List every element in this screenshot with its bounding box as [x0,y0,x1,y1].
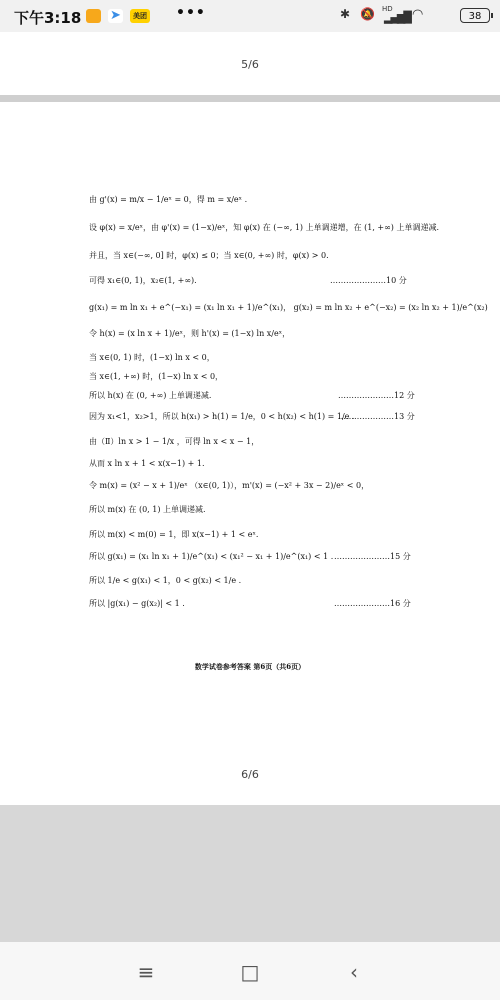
signal-icon: ▂▄▆█ [384,11,410,24]
mute-icon: 🔕 [360,7,375,21]
page-footer: 数学试卷参考答案 第6页（共6页） [194,662,306,671]
line-17: 所以 1/e < g(x₁) < 1，0 < g(x₂) < 1/e . [89,576,242,585]
line-6: 令 h(x) = (x ln x + 1)/eˣ，则 h'(x) = (1−x) ln x/eˣ， [89,329,291,338]
line-4: 可得 x₁∈(0, 1)，x₂∈(1, +∞). [89,276,197,285]
notes-app-icon [86,9,101,23]
home-icon[interactable]: □ [240,960,260,984]
score-mark-10: …………………10 分 [330,276,407,285]
page-indicator-top: 5/6 [241,58,259,71]
line-7: 当 x∈(0, 1) 时，(1−x) ln x < 0， [89,353,215,362]
line-2: 设 φ(x) = x/eˣ，由 φ'(x) = (1−x)/eˣ，知 φ(x) 在 (−∞, 1) 上单调递增，在 (1, +∞) 上单调递减. [89,223,439,232]
line-9: 所以 h(x) 在 (0, +∞) 上单调递减. [89,391,212,400]
line-11: 由（Ⅱ）ln x > 1 − 1/x ，可得 ln x < x − 1， [89,437,260,446]
score-mark-15: …………………15 分 [334,552,411,561]
line-12: 从而 x ln x + 1 < x(x−1) + 1. [89,459,205,468]
line-10: 因为 x₁<1，x₂>1，所以 h(x₁) > h(1) = 1/e，0 < h(x₂) < h(1) = 1/e . [89,412,355,421]
line-3: 并且，当 x∈(−∞, 0] 时，φ(x) ≤ 0；当 x∈(0, +∞) 时，φ(x) > 0. [89,251,329,260]
meituan-icon: 美团 [130,9,150,23]
score-mark-12: …………………12 分 [338,391,415,400]
score-mark-16: …………………16 分 [334,599,411,608]
back-icon[interactable]: ‹ [350,960,358,984]
line-1: 由 g'(x) = m/x − 1/eˣ = 0，得 m = x/eˣ . [89,195,248,204]
page-indicator-bottom: 6/6 [241,768,259,781]
battery-icon: 38 [460,8,490,23]
telegram-icon: ➤ [108,9,123,23]
line-8: 当 x∈(1, +∞) 时，(1−x) ln x < 0， [89,372,224,381]
bluetooth-icon: ✱ [340,7,351,21]
previous-page [0,32,500,96]
line-5: g(x₁) = m ln x₁ + e^(−x₁) = (x₁ ln x₁ + 1)/e^(x₁)， g(x₂) = m ln x₂ + e^(−x₂) = (x₂ ln x₂ + 1)/e^(x₂) [89,303,488,312]
document-page[interactable] [0,102,500,802]
line-16: 所以 g(x₁) = (x₁ ln x₁ + 1)/e^(x₁) < (x₁² − x₁ + 1)/e^(x₁) < 1 . [89,552,334,561]
wifi-icon: ◠ [412,7,424,22]
system-nav-bar [0,942,500,1000]
clock: 下午3:18 [14,9,82,27]
more-notifications-icon: ••• [176,5,206,21]
score-mark-13: …………………13 分 [338,412,415,421]
viewer-background [0,805,500,942]
status-bar [0,0,500,32]
page-separator [0,95,500,102]
menu-icon[interactable]: ≡ [137,960,155,984]
hd-icon: HD [382,5,393,13]
line-15: 所以 m(x) < m(0) = 1，即 x(x−1) + 1 < eˣ. [89,530,259,539]
status-icons [340,7,490,25]
line-13: 令 m(x) = (x² − x + 1)/eˣ （x∈(0, 1)），m'(x) = (−x² + 3x − 2)/eˣ < 0， [89,481,370,490]
line-14: 所以 m(x) 在 (0, 1) 上单调递减. [89,505,206,514]
line-18: 所以 |g(x₁) − g(x₂)| < 1 . [89,599,185,608]
